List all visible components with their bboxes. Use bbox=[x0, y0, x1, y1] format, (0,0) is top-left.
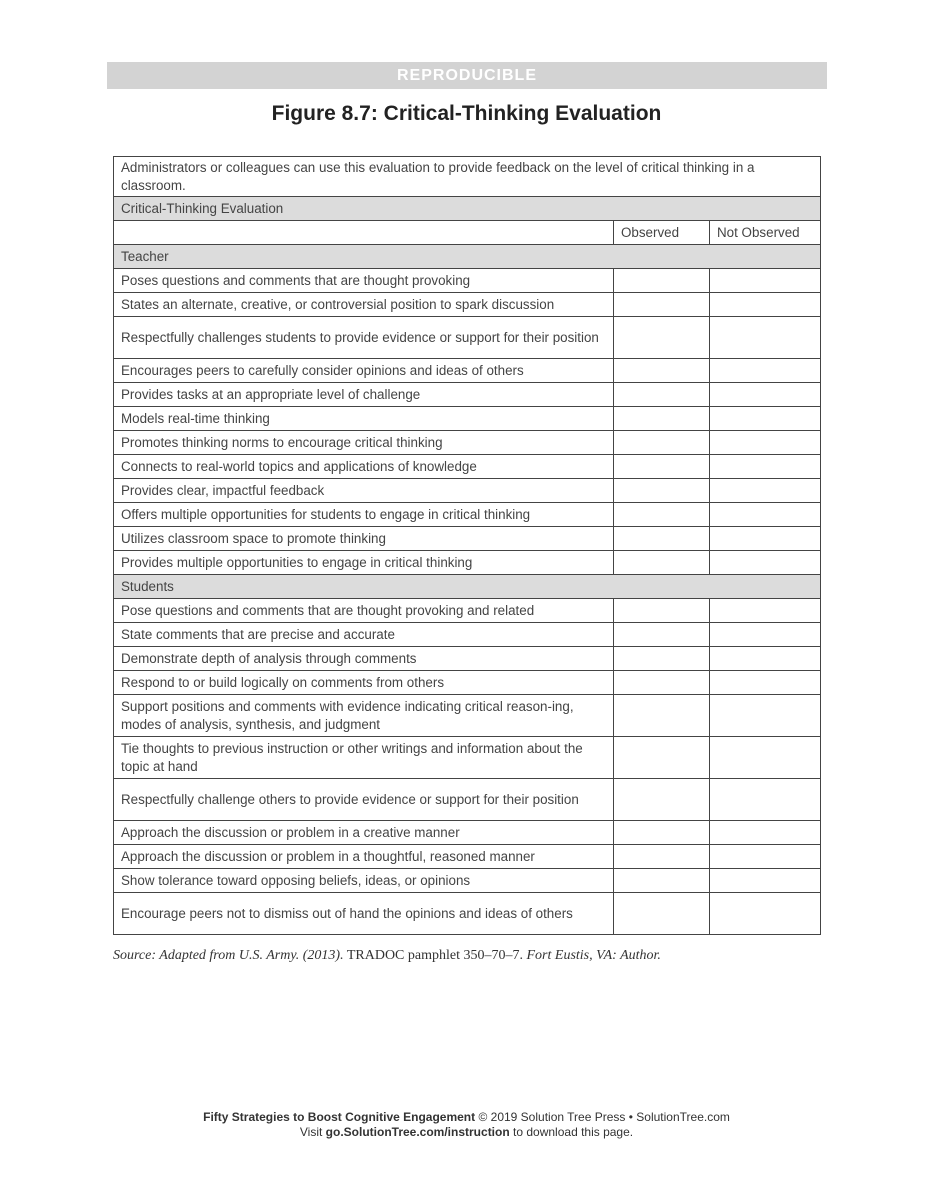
table-row bbox=[114, 503, 821, 527]
not-observed-checkbox-cell[interactable] bbox=[710, 845, 821, 869]
not-observed-checkbox-cell[interactable] bbox=[710, 893, 821, 935]
not-observed-checkbox-cell[interactable] bbox=[710, 527, 821, 551]
not-observed-checkbox-cell[interactable] bbox=[710, 737, 821, 779]
not-observed-checkbox-cell[interactable] bbox=[710, 647, 821, 671]
footer-copyright: © 2019 Solution Tree Press • SolutionTree.com bbox=[475, 1110, 730, 1124]
source-prefix: Source: Adapted from U.S. Army. (2013). bbox=[113, 948, 344, 963]
teacher-section-heading: Teacher bbox=[114, 245, 821, 269]
not-observed-checkbox-cell[interactable] bbox=[710, 695, 821, 737]
observed-checkbox-cell[interactable] bbox=[614, 869, 710, 893]
observed-checkbox-cell[interactable] bbox=[614, 695, 710, 737]
table-row bbox=[114, 671, 821, 695]
table-row bbox=[114, 623, 821, 647]
observed-checkbox-cell[interactable] bbox=[614, 551, 710, 575]
table-row bbox=[114, 269, 821, 293]
students-item-label: Demonstrate depth of analysis through comments bbox=[114, 647, 614, 671]
observed-checkbox-cell[interactable] bbox=[614, 293, 710, 317]
students-section-heading: Students bbox=[114, 575, 821, 599]
table-row bbox=[114, 821, 821, 845]
not-observed-checkbox-cell[interactable] bbox=[710, 317, 821, 359]
observed-checkbox-cell[interactable] bbox=[614, 317, 710, 359]
col-observed-header: Observed bbox=[614, 221, 710, 245]
table-row bbox=[114, 317, 821, 359]
source-citation bbox=[113, 948, 661, 964]
table-row bbox=[114, 293, 821, 317]
page-footer bbox=[0, 1110, 933, 1140]
table-row bbox=[114, 869, 821, 893]
observed-checkbox-cell[interactable] bbox=[614, 407, 710, 431]
table-heading: Critical-Thinking Evaluation bbox=[114, 197, 821, 221]
teacher-item-label: Poses questions and comments that are thought provoking bbox=[114, 269, 614, 293]
footer-line-2 bbox=[0, 1125, 933, 1140]
not-observed-checkbox-cell[interactable] bbox=[710, 671, 821, 695]
observed-checkbox-cell[interactable] bbox=[614, 479, 710, 503]
observed-checkbox-cell[interactable] bbox=[614, 821, 710, 845]
students-item-label: Approach the discussion or problem in a thoughtful, reasoned manner bbox=[114, 845, 614, 869]
not-observed-checkbox-cell[interactable] bbox=[710, 503, 821, 527]
not-observed-checkbox-cell[interactable] bbox=[710, 821, 821, 845]
source-suffix: Fort Eustis, VA: Author. bbox=[523, 948, 661, 963]
table-row bbox=[114, 479, 821, 503]
table-row bbox=[114, 695, 821, 737]
students-item-label: Pose questions and comments that are thought provoking and related bbox=[114, 599, 614, 623]
observed-checkbox-cell[interactable] bbox=[614, 623, 710, 647]
students-item-label: Support positions and comments with evidence indicating critical reason-ing, modes of analysis, synthesis, and judgment bbox=[114, 695, 614, 737]
footer-visit: Visit bbox=[299, 1125, 326, 1139]
teacher-item-label: Models real-time thinking bbox=[114, 407, 614, 431]
not-observed-checkbox-cell[interactable] bbox=[710, 431, 821, 455]
blank-header-cell bbox=[114, 221, 614, 245]
observed-checkbox-cell[interactable] bbox=[614, 779, 710, 821]
col-not-observed-header: Not Observed bbox=[710, 221, 821, 245]
teacher-item-label: Promotes thinking norms to encourage critical thinking bbox=[114, 431, 614, 455]
table-row bbox=[114, 407, 821, 431]
observed-checkbox-cell[interactable] bbox=[614, 737, 710, 779]
teacher-item-label: Provides tasks at an appropriate level of challenge bbox=[114, 383, 614, 407]
table-row bbox=[114, 455, 821, 479]
teacher-item-label: Utilizes classroom space to promote thinking bbox=[114, 527, 614, 551]
observed-checkbox-cell[interactable] bbox=[614, 599, 710, 623]
not-observed-checkbox-cell[interactable] bbox=[710, 359, 821, 383]
not-observed-checkbox-cell[interactable] bbox=[710, 623, 821, 647]
page-title: Figure 8.7: Critical-Thinking Evaluation bbox=[271, 102, 662, 125]
table-row bbox=[114, 431, 821, 455]
table-row bbox=[114, 647, 821, 671]
footer-book-title: Fifty Strategies to Boost Cognitive Engagement bbox=[203, 1110, 476, 1124]
observed-checkbox-cell[interactable] bbox=[614, 671, 710, 695]
observed-checkbox-cell[interactable] bbox=[614, 647, 710, 671]
table-row bbox=[114, 779, 821, 821]
observed-checkbox-cell[interactable] bbox=[614, 893, 710, 935]
table-row bbox=[114, 599, 821, 623]
footer-line-1 bbox=[0, 1110, 933, 1125]
table-row bbox=[114, 551, 821, 575]
observed-checkbox-cell[interactable] bbox=[614, 269, 710, 293]
footer-link[interactable]: go.SolutionTree.com/instruction bbox=[325, 1125, 510, 1139]
evaluation-table bbox=[113, 156, 821, 935]
table-row bbox=[114, 383, 821, 407]
not-observed-checkbox-cell[interactable] bbox=[710, 269, 821, 293]
not-observed-checkbox-cell[interactable] bbox=[710, 455, 821, 479]
teacher-item-label: Offers multiple opportunities for students to engage in critical thinking bbox=[114, 503, 614, 527]
table-row bbox=[114, 527, 821, 551]
not-observed-checkbox-cell[interactable] bbox=[710, 407, 821, 431]
table-row bbox=[114, 359, 821, 383]
teacher-item-label: Provides multiple opportunities to engage in critical thinking bbox=[114, 551, 614, 575]
teacher-item-label: States an alternate, creative, or controversial position to spark discussion bbox=[114, 293, 614, 317]
not-observed-checkbox-cell[interactable] bbox=[710, 479, 821, 503]
observed-checkbox-cell[interactable] bbox=[614, 383, 710, 407]
footer-visit-suffix: to download this page. bbox=[509, 1125, 634, 1139]
not-observed-checkbox-cell[interactable] bbox=[710, 383, 821, 407]
teacher-item-label: Provides clear, impactful feedback bbox=[114, 479, 614, 503]
reproducible-banner: REPRODUCIBLE bbox=[107, 62, 827, 89]
table-row bbox=[114, 893, 821, 935]
observed-checkbox-cell[interactable] bbox=[614, 455, 710, 479]
table-row bbox=[114, 737, 821, 779]
not-observed-checkbox-cell[interactable] bbox=[710, 293, 821, 317]
observed-checkbox-cell[interactable] bbox=[614, 527, 710, 551]
observed-checkbox-cell[interactable] bbox=[614, 503, 710, 527]
observed-checkbox-cell[interactable] bbox=[614, 845, 710, 869]
students-item-label: Approach the discussion or problem in a creative manner bbox=[114, 821, 614, 845]
teacher-item-label: Encourages peers to carefully consider opinions and ideas of others bbox=[114, 359, 614, 383]
students-item-label: Respond to or build logically on comments from others bbox=[114, 671, 614, 695]
not-observed-checkbox-cell[interactable] bbox=[710, 599, 821, 623]
teacher-item-label: Connects to real-world topics and applications of knowledge bbox=[114, 455, 614, 479]
not-observed-checkbox-cell[interactable] bbox=[710, 551, 821, 575]
table-intro: Administrators or colleagues can use this evaluation to provide feedback on the level of critical thinking in a classroom. bbox=[114, 157, 821, 197]
not-observed-checkbox-cell[interactable] bbox=[710, 779, 821, 821]
source-title: TRADOC pamphlet 350–70–7. bbox=[343, 948, 523, 963]
students-item-label: Show tolerance toward opposing beliefs, ideas, or opinions bbox=[114, 869, 614, 893]
observed-checkbox-cell[interactable] bbox=[614, 359, 710, 383]
students-item-label: Tie thoughts to previous instruction or other writings and information about the topic at hand bbox=[114, 737, 614, 779]
students-item-label: Respectfully challenge others to provide evidence or support for their position bbox=[114, 779, 614, 821]
students-item-label: State comments that are precise and accurate bbox=[114, 623, 614, 647]
students-item-label: Encourage peers not to dismiss out of hand the opinions and ideas of others bbox=[114, 893, 614, 935]
observed-checkbox-cell[interactable] bbox=[614, 431, 710, 455]
teacher-item-label: Respectfully challenges students to provide evidence or support for their position bbox=[114, 317, 614, 359]
not-observed-checkbox-cell[interactable] bbox=[710, 869, 821, 893]
table-row bbox=[114, 845, 821, 869]
